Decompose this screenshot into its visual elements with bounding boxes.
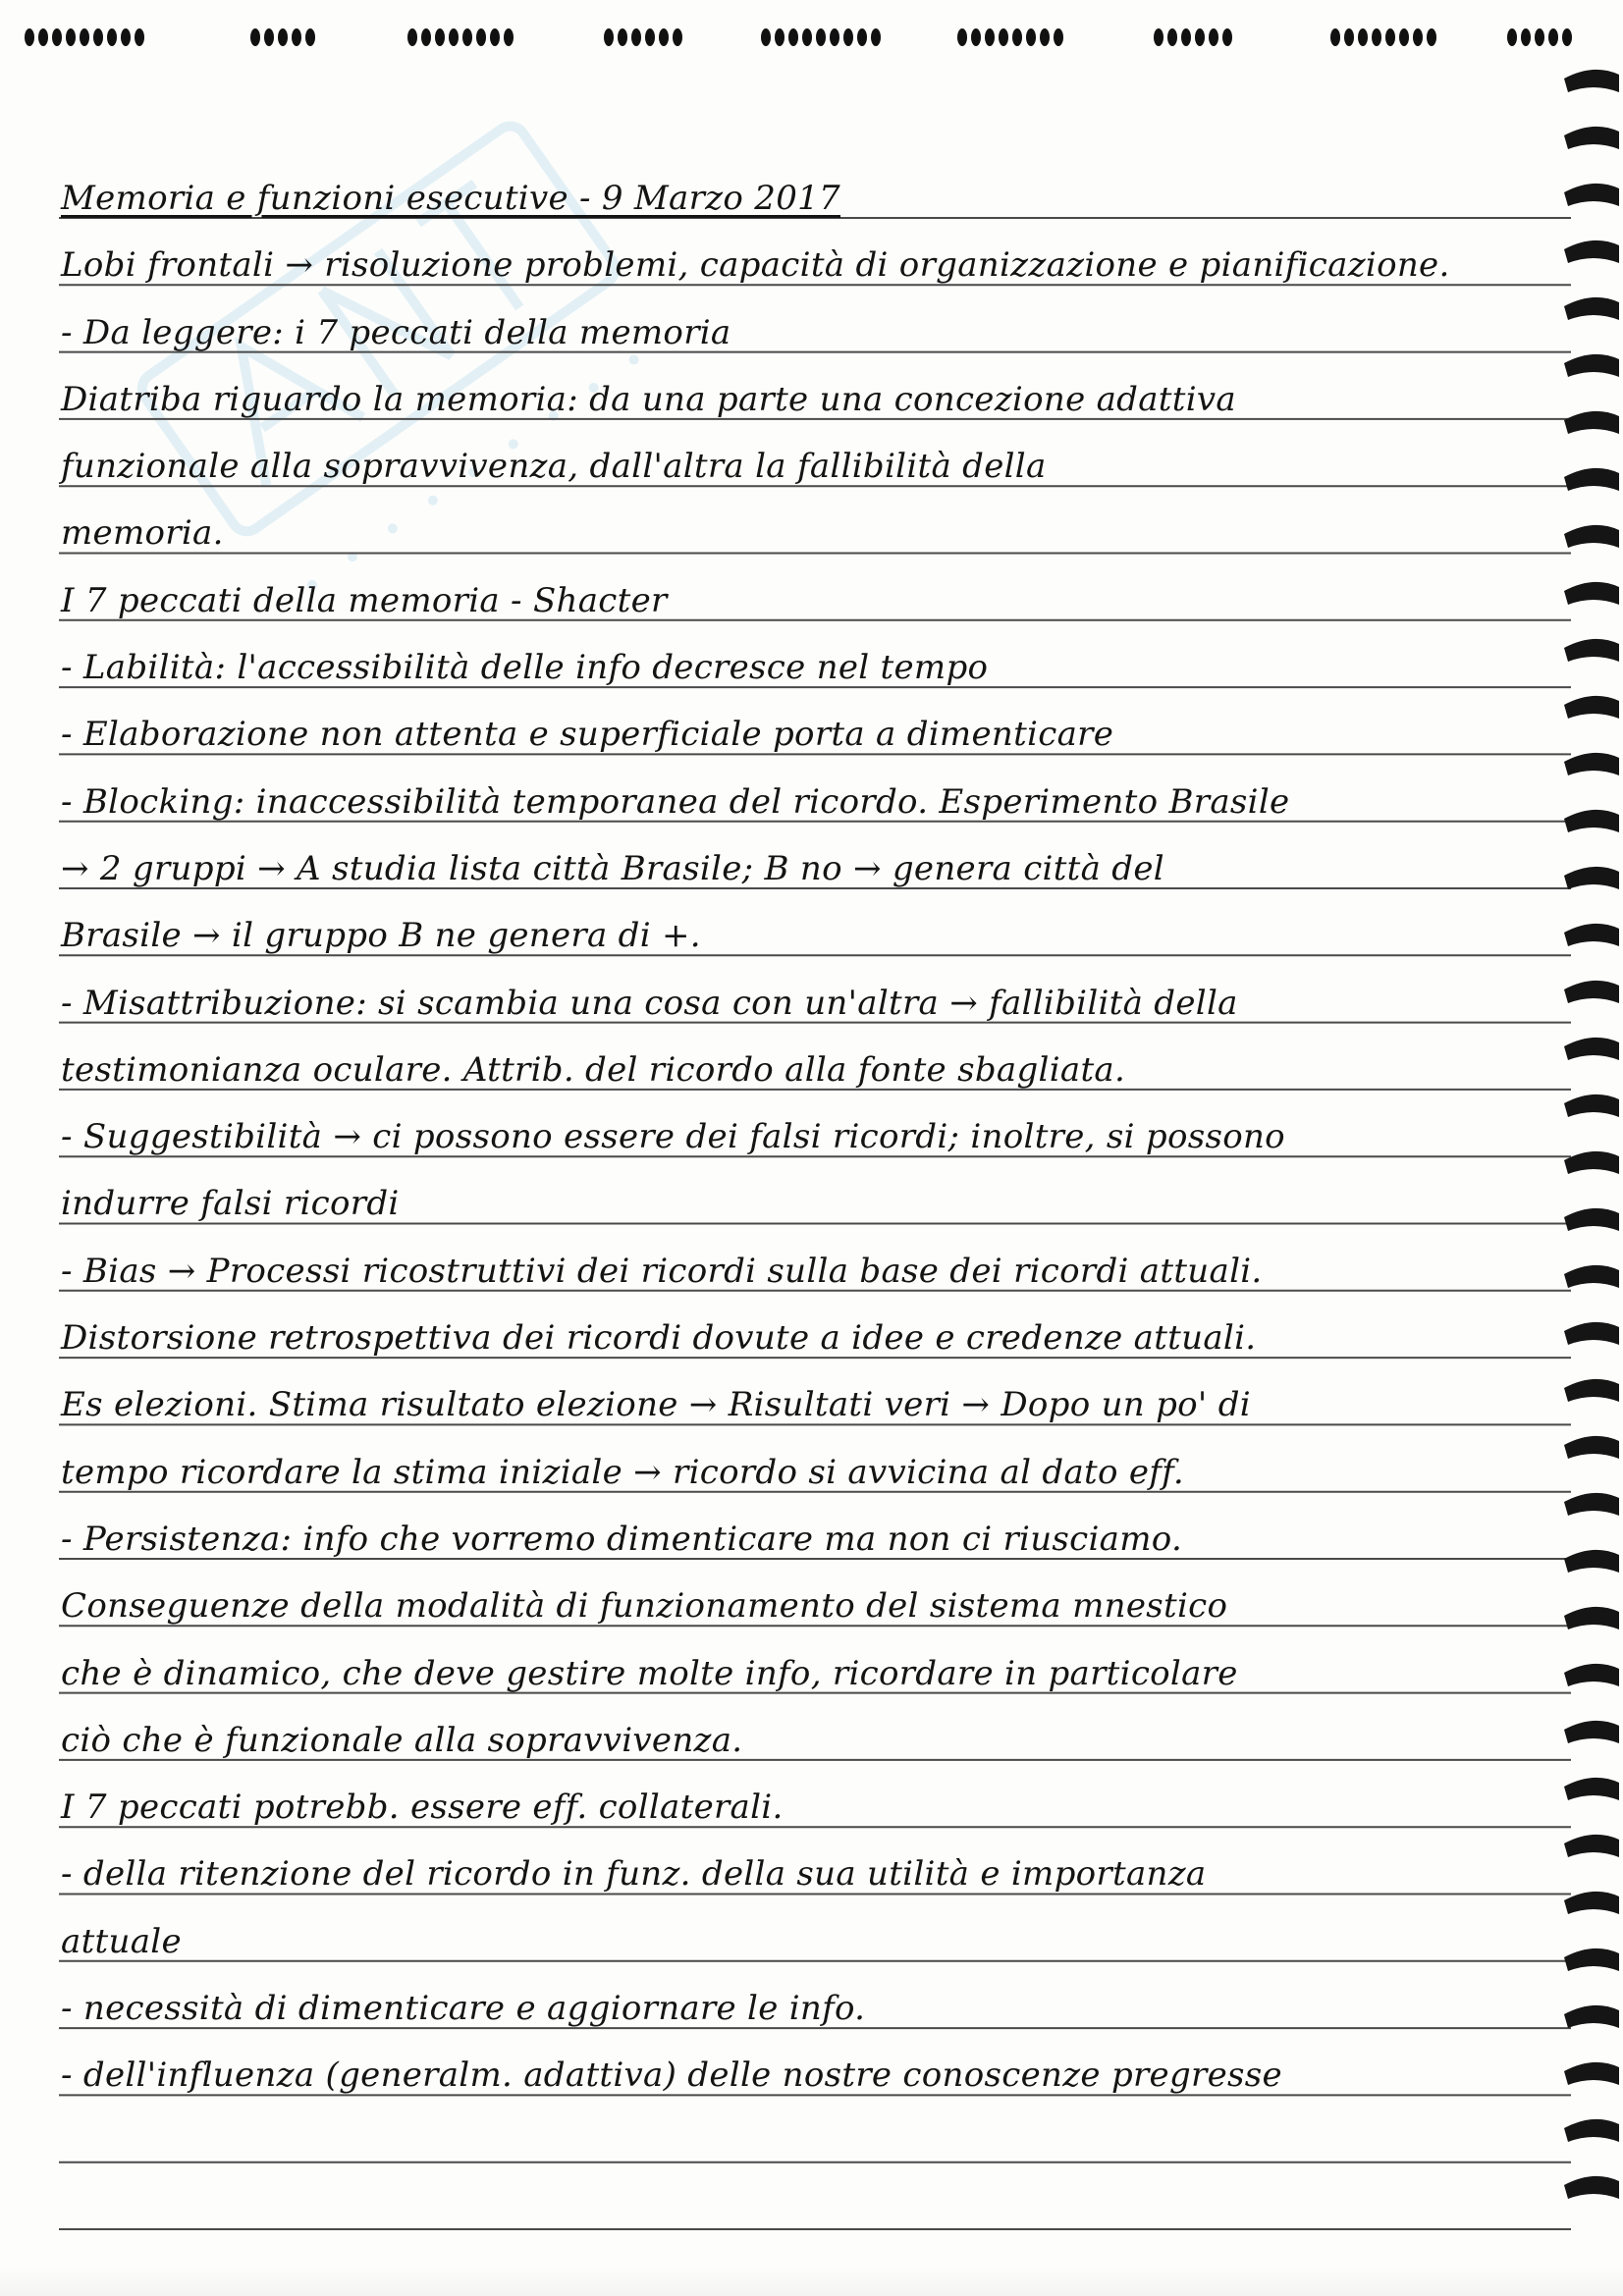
note-line: ciò che è funzionale alla sopravvivenza. [61,1720,743,1760]
note-line: attuale [61,1921,182,1961]
note-line: I 7 peccati potrebb. essere eff. collaterali. [61,1788,784,1828]
note-line: - della ritenzione del ricordo in funz. della sua utilità e importanza [61,1854,1207,1895]
note-line: Brasile → il gruppo B ne genera di +. [61,916,701,956]
note-line: - Misattribuzione: si scambia una cosa con un'altra → fallibilità della [61,983,1238,1023]
note-line: I 7 peccati della memoria - Shacter [61,580,668,620]
note-line: che è dinamico, che deve gestire molte info, ricordare in particolare [61,1653,1238,1693]
note-line: → 2 gruppi → A studia lista città Brasile; B no → genera città del [61,848,1164,888]
note-line: - Elaborazione non attenta e superficiale porta a dimenticare [61,715,1114,755]
note-line: Distorsione retrospettiva dei ricordi dovute a idee e credenze attuali. [61,1318,1257,1359]
page-bottom-edge [0,2267,1623,2296]
note-line: Diatriba riguardo la memoria: da una parte una concezione adattiva [61,379,1236,419]
note-line: - Bias → Processi ricostruttivi dei ricordi sulla base dei ricordi attuali. [61,1251,1263,1291]
note-line: - dell'influenza (generalm. adattiva) delle nostre conoscenze pregresse [61,2056,1282,2096]
handwritten-notes [61,165,1573,2109]
note-line: memoria. [61,513,224,554]
note-line: funzionale alla sopravvivenza, dall'altra la fallibilità della [61,447,1047,487]
note-line: Lobi frontali → risoluzione problemi, capacità di organizzazione e pianificazione. [61,245,1450,286]
note-line: - Persistenza: info che vorremo dimenticare ma non ci riusciamo. [61,1519,1183,1559]
note-line: testimonianza oculare. Attrib. del ricordo alla fonte sbagliata. [61,1049,1126,1090]
note-line: - Blocking: inaccessibilità temporanea del ricordo. Esperimento Brasile [61,781,1290,822]
note-line: Conseguenze della modalità di funzionamento del sistema mnestico [61,1586,1228,1627]
note-line: Es elezioni. Stima risultato elezione → Risultati veri → Dopo un po' di [61,1385,1251,1425]
note-line: - Da leggere: i 7 peccati della memoria [61,312,731,352]
note-line: - Labilità: l'accessibilità delle info decresce nel tempo [61,648,989,688]
note-line: tempo ricordare la stima iniziale → ricordo si avvicina al dato eff. [61,1452,1184,1492]
note-line: - Suggestibilità → ci possono essere dei falsi ricordi; inoltre, si possono [61,1117,1285,1157]
note-line: indurre falsi ricordi [61,1184,400,1224]
note-line: - necessità di dimenticare e aggiornare le info. [61,1989,866,2029]
note-title: Memoria e funzioni esecutive - 9 Marzo 2017 [61,179,840,218]
